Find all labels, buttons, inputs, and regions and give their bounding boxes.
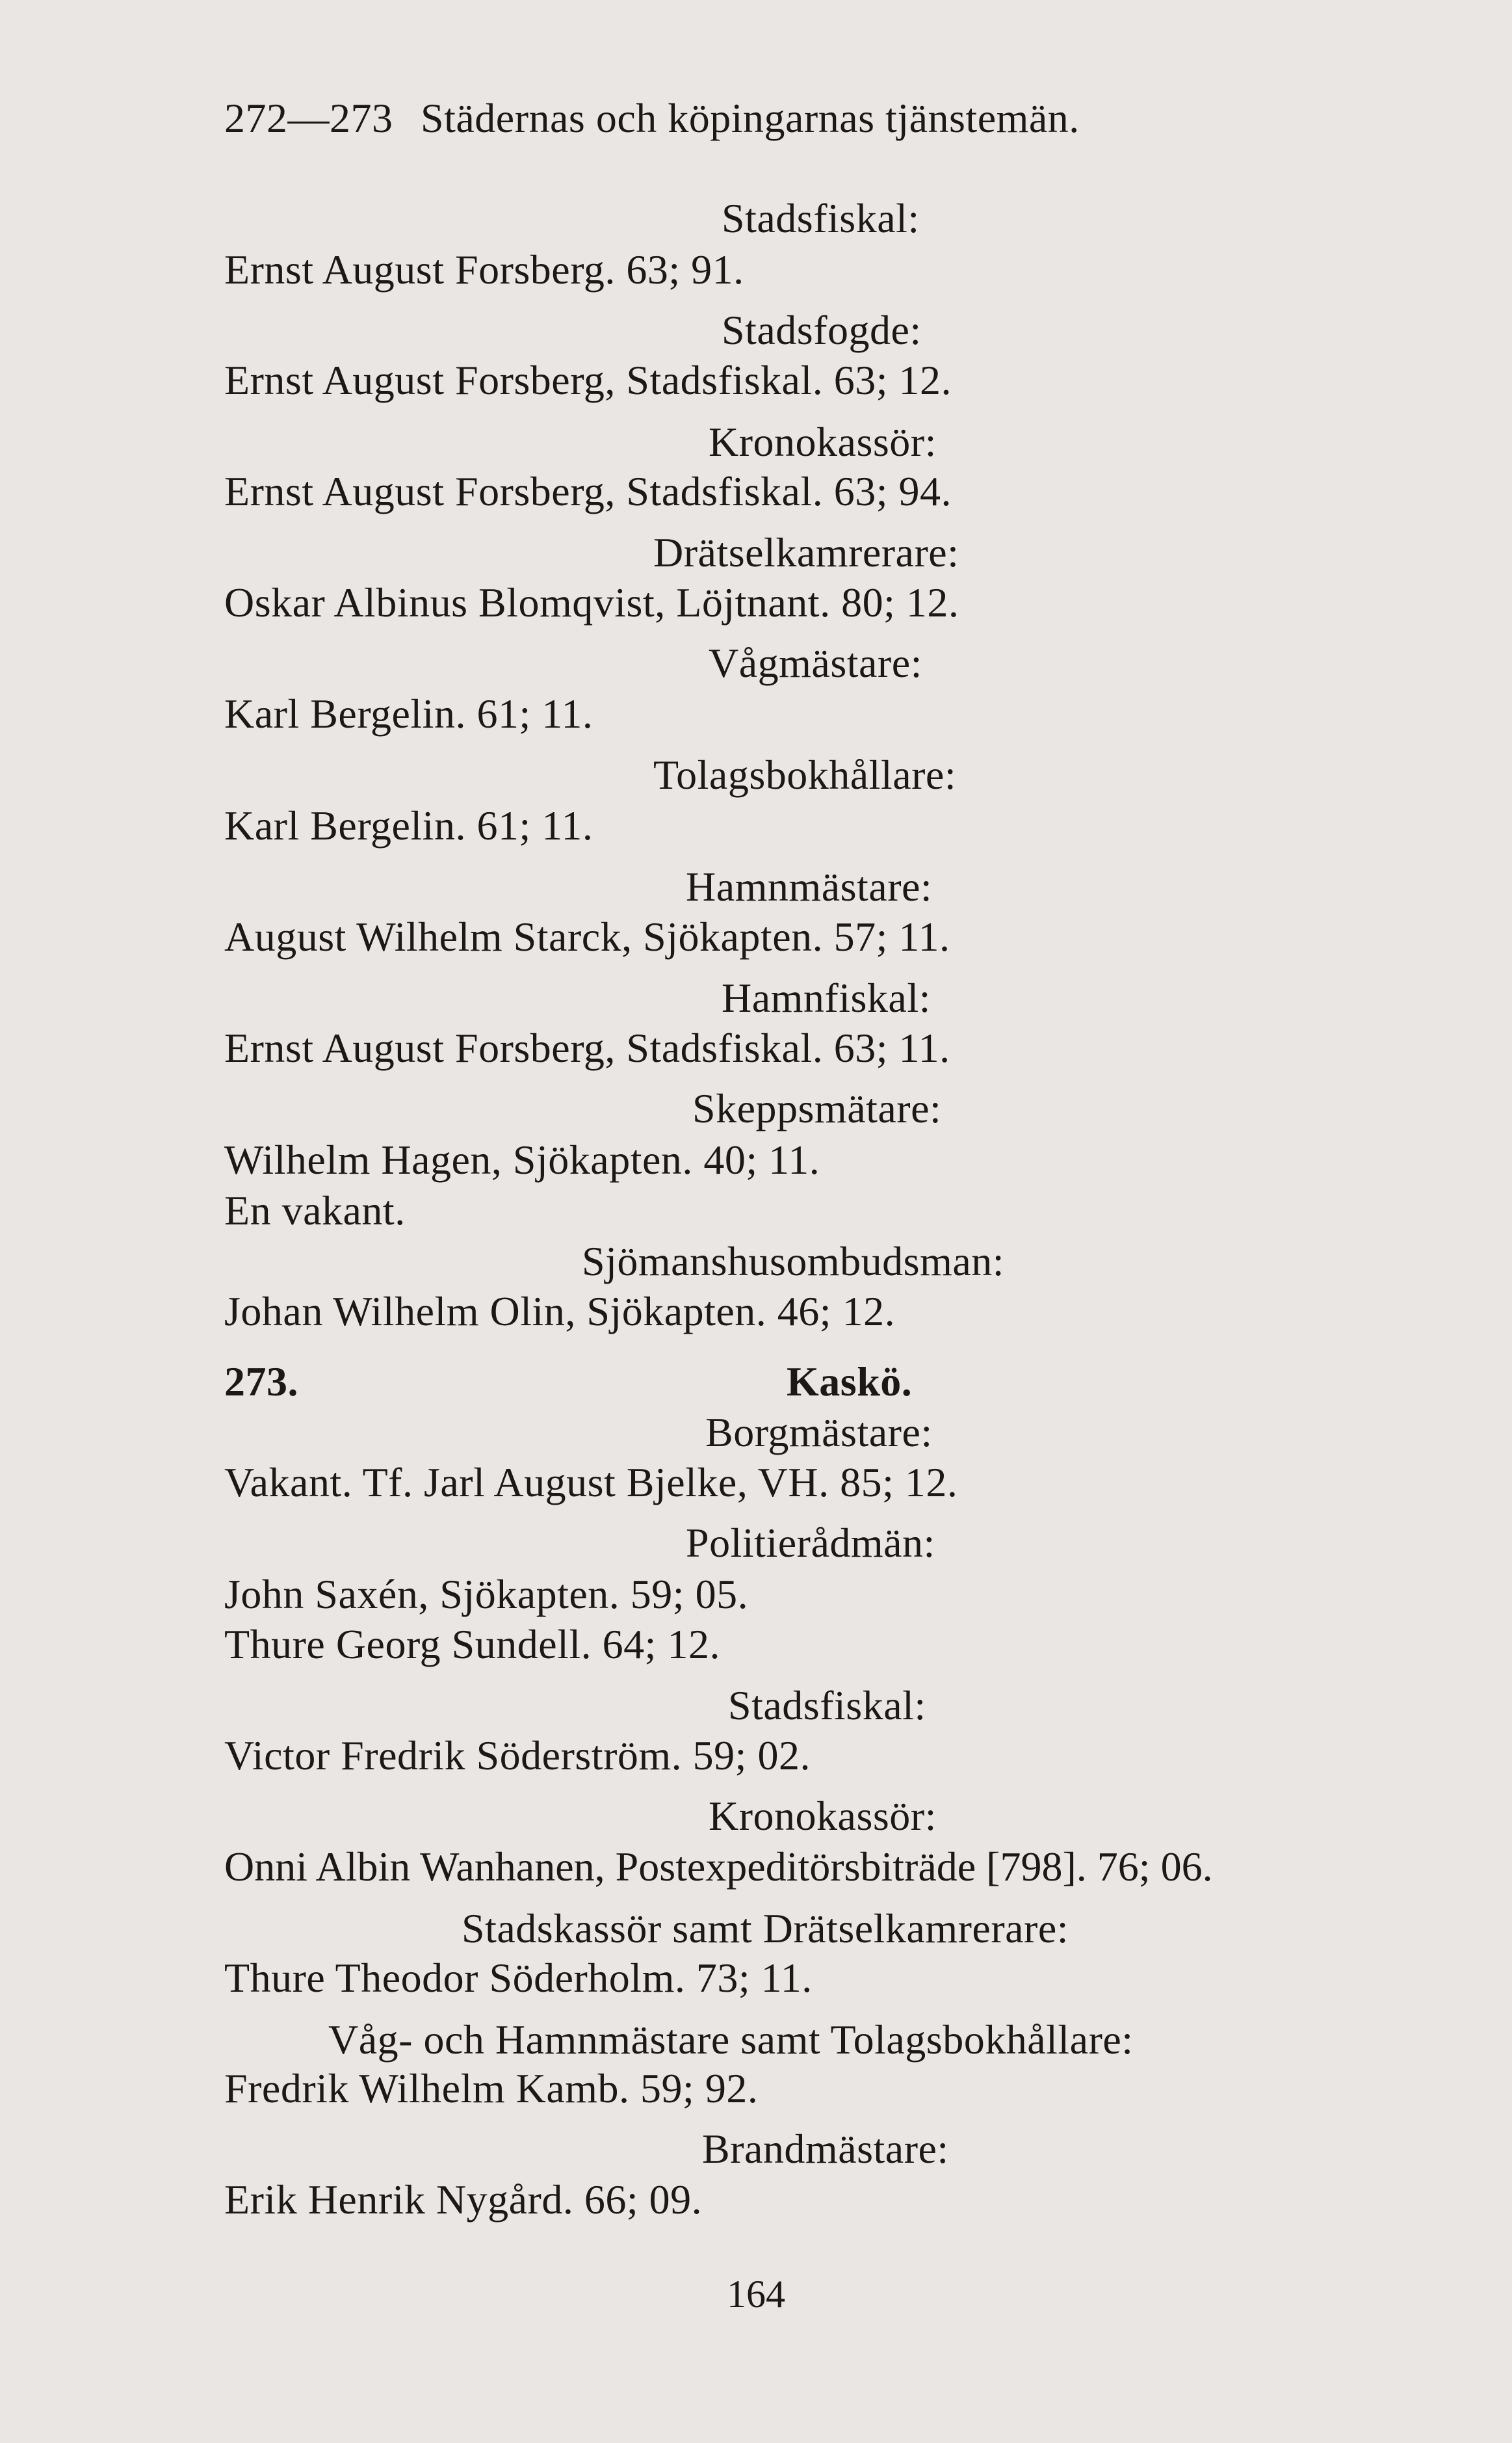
page-number: 164 bbox=[727, 2273, 785, 2316]
entry-line: Karl Bergelin. 61; 11. bbox=[224, 691, 593, 737]
role-heading: Skeppsmätare: bbox=[692, 1085, 942, 1131]
entry-line: Ernst August Forsberg, Stadsfiskal. 63; 12. bbox=[224, 357, 952, 403]
entry-line: Johan Wilhelm Olin, Sjökapten. 46; 12. bbox=[224, 1288, 896, 1334]
entry-line: Vakant. Tf. Jarl August Bjelke, VH. 85; 12. bbox=[224, 1459, 958, 1505]
role-heading: Sjömanshusombudsman: bbox=[582, 1238, 1005, 1284]
role-heading: Vågmästare: bbox=[709, 640, 922, 686]
entry-line: Thure Georg Sundell. 64; 12. bbox=[224, 1621, 720, 1667]
role-heading: Hamnmästare: bbox=[686, 864, 933, 910]
role-heading: Stadsfiskal: bbox=[722, 195, 920, 241]
role-heading: Tolagsbokhållare: bbox=[653, 752, 957, 798]
entry-line: Ernst August Forsberg, Stadsfiskal. 63; 11. bbox=[224, 1025, 950, 1071]
entry-line: Wilhelm Hagen, Sjökapten. 40; 11. bbox=[224, 1137, 820, 1183]
entry-line: Victor Fredrik Söderström. 59; 02. bbox=[224, 1732, 811, 1778]
role-heading: Politierådmän: bbox=[686, 1520, 935, 1566]
entry-line: August Wilhelm Starck, Sjökapten. 57; 11. bbox=[224, 914, 950, 960]
role-heading: Brandmästare: bbox=[702, 2126, 949, 2172]
entry-line: En vakant. bbox=[224, 1187, 406, 1234]
section-number: 273. bbox=[224, 1358, 298, 1405]
entry-line: Ernst August Forsberg, Stadsfiskal. 63; 94. bbox=[224, 468, 952, 514]
running-header bbox=[224, 92, 1080, 144]
role-heading: Stadsfogde: bbox=[722, 307, 922, 353]
role-heading: Våg- och Hamnmästare samt Tolagsbokhållare: bbox=[328, 2016, 1134, 2063]
role-heading: Kronokassör: bbox=[709, 419, 937, 465]
role-heading: Stadskassör samt Drätselkamrerare: bbox=[462, 1905, 1069, 1951]
entry-line: Ernst August Forsberg. 63; 91. bbox=[224, 246, 744, 293]
section-town: Kaskö. bbox=[787, 1358, 913, 1405]
header-page-range: 272—273 bbox=[224, 95, 393, 141]
entry-line: Karl Bergelin. 61; 11. bbox=[224, 802, 593, 849]
role-heading: Drätselkamrerare: bbox=[653, 529, 959, 575]
entry-line: Onni Albin Wanhanen, Postexpeditörsbiträde [798]. 76; 06. bbox=[224, 1843, 1213, 1890]
role-heading: Borgmästare: bbox=[705, 1409, 933, 1455]
role-heading: Hamnfiskal: bbox=[722, 975, 931, 1021]
entry-line: Thure Theodor Söderholm. 73; 11. bbox=[224, 1955, 813, 2001]
role-heading: Stadsfiskal: bbox=[728, 1682, 926, 1728]
entry-line: Erik Henrik Nygård. 66; 09. bbox=[224, 2176, 703, 2223]
entry-line: Fredrik Wilhelm Kamb. 59; 92. bbox=[224, 2065, 759, 2111]
header-title: Städernas och köpingarnas tjänstemän. bbox=[421, 95, 1080, 141]
entry-line: John Saxén, Sjökapten. 59; 05. bbox=[224, 1571, 749, 1617]
role-heading: Kronokassör: bbox=[709, 1793, 937, 1839]
entry-line: Oskar Albinus Blomqvist, Löjtnant. 80; 12. bbox=[224, 579, 959, 626]
